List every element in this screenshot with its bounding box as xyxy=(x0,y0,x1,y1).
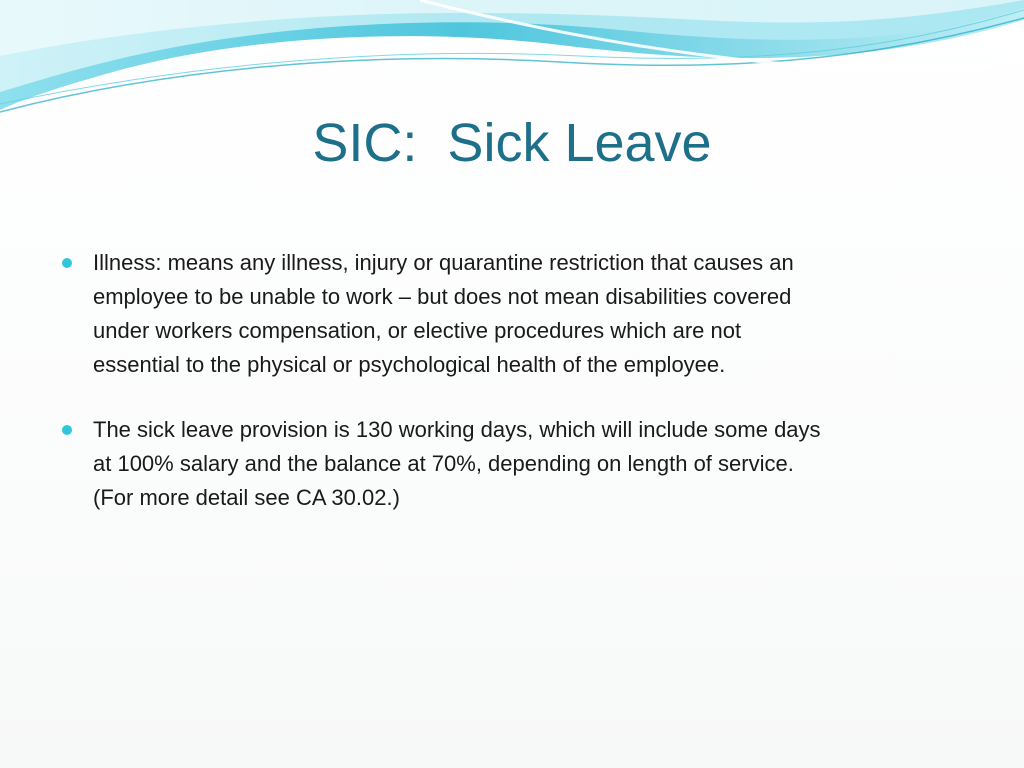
bullet-list xyxy=(60,246,960,546)
bullet-dot-icon xyxy=(62,425,72,435)
slide-title: SIC: Sick Leave xyxy=(312,113,712,173)
bullet-item-illness xyxy=(60,246,960,382)
bullet-text: Illness: means any illness, injury or quarantine restriction that causes an employee to be unable to work – but does not mean disabilities covered under workers compensation, or elective procedures which are not essential to the physical or psychological health of the employee. xyxy=(93,250,794,377)
bullet-item-provision xyxy=(60,413,960,515)
bullet-dot-icon xyxy=(62,258,72,268)
bullet-text: The sick leave provision is 130 working days, which will include some days at 100% salary and the balance at 70%, depending on length of service. (For more detail see CA 30.02.) xyxy=(93,417,821,510)
